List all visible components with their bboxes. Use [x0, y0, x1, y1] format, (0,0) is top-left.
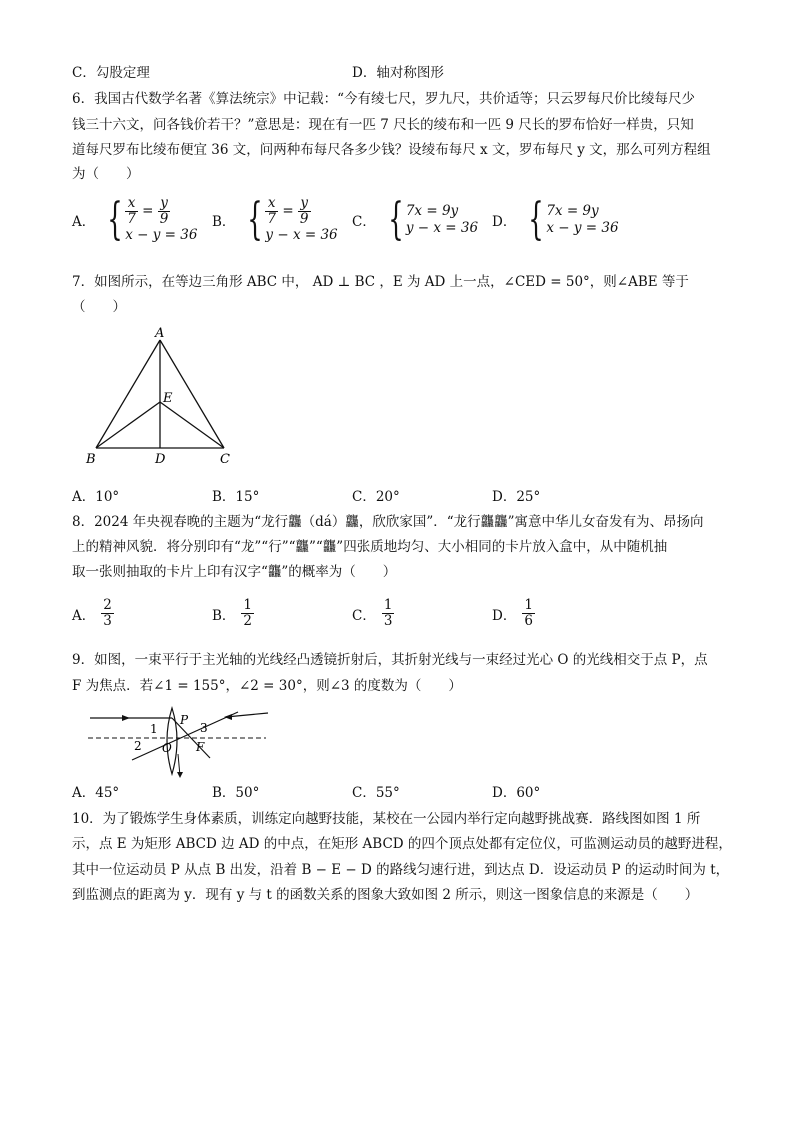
label-o: O — [162, 741, 172, 755]
segment-ce — [160, 402, 224, 448]
q8-option-d: D． $\frac{1}{6}$ — [492, 597, 533, 629]
q6-line-4: 为（ ） — [72, 166, 140, 182]
q9-line-2: F 为焦点．若∠1 = 155°，∠2 = 30°，则∠3 的度数为（ ） — [72, 678, 462, 694]
q8-line-1: 8．2024 年央视春晚的主题为“龙行龘（dá）龘，欣欣家国”．“龙行龘龘”寓意中华儿女奋发有为、昂扬向 — [72, 514, 704, 530]
segment-be — [96, 402, 160, 448]
q5-option-d: D．轴对称图形 — [352, 65, 444, 81]
angle-3-label: 3 — [200, 721, 208, 735]
q7-triangle-figure — [80, 322, 240, 472]
q8-option-b: B． $\frac{1}{2}$ — [212, 597, 253, 629]
brace-icon: { — [247, 194, 264, 245]
label-c: C — [220, 452, 230, 467]
q9-option-a: A．45° — [72, 785, 120, 801]
label-e: E — [163, 391, 173, 406]
label-b: B — [86, 452, 96, 467]
q7-line-2: （ ） — [72, 299, 126, 315]
brace-icon: { — [388, 194, 404, 245]
q6-option-a: A． { $\frac{x}{7}$ = $\frac{y}{9}$ x − y = 36 — [72, 194, 198, 245]
q8-option-c: C． $\frac{1}{3}$ — [352, 597, 393, 629]
label-d: D — [155, 452, 166, 467]
q6-option-a-label: A． — [72, 214, 96, 230]
label-a: A — [155, 326, 165, 341]
q6-option-b-label: B． — [212, 214, 236, 230]
q6-option-c-label: C． — [352, 214, 376, 230]
label-p: P — [180, 713, 189, 727]
angle-2-label: 2 — [134, 739, 142, 753]
q6-line-1: 6．我国古代数学名著《算法统宗》中记载：“今有绫七尺，罗九尺，共价适等；只云罗每尺价比绫每尺少 — [72, 91, 695, 107]
q9-option-b: B．50° — [212, 785, 260, 801]
q6-option-d-label: D． — [492, 214, 517, 230]
brace-icon: { — [528, 194, 545, 245]
arrow-icon — [177, 772, 183, 778]
q6-line-3: 道每尺罗布比绫布便宜 36 文，问两种布每尺各多少钱？设绫布每尺 x 文，罗布每尺 y 文，那么可列方程组 — [72, 142, 711, 158]
q9-option-c: C．55° — [352, 785, 400, 801]
arrow-icon — [122, 715, 130, 721]
q7-option-b: B．15° — [212, 489, 260, 505]
q6-option-b: B． { $\frac{x}{7}$ = $\frac{y}{9}$ y − x = 36 — [212, 194, 338, 245]
q6-option-c: C． { 7x = 9y y − x = 36 — [352, 194, 479, 245]
q8-line-3: 取一张则抽取的卡片上印有汉字“龘”的概率为（ ） — [72, 564, 397, 580]
q6-line-2: 钱三十六文，问各钱价若干？”意思是：现在有一匹 7 尺长的绫布和一匹 9 尺长的罗布恰好一样贵，只知 — [72, 117, 694, 133]
brace-icon: { — [107, 194, 123, 245]
q9-lens-figure — [86, 702, 276, 782]
q8-option-a: A． $\frac{2}{3}$ — [72, 597, 112, 629]
angle-1-label: 1 — [150, 722, 158, 736]
q8-line-2: 上的精神风貌．将分别印有“龙”“行”“龘”“龘”四张质地均匀、大小相同的卡片放入盒中，从中随机抽 — [72, 539, 668, 555]
q10-line-4: 到监测点的距离为 y．现有 y 与 t 的函数关系的图象大致如图 2 所示，则这一图象信息的来源是（ ） — [72, 887, 699, 903]
q7-option-c: C．20° — [352, 489, 400, 505]
label-f: F — [196, 740, 205, 754]
side-ab — [96, 340, 160, 448]
arrow-icon — [224, 714, 232, 720]
q6-option-d: D． { 7x = 9y x − y = 36 — [492, 194, 619, 245]
q10-line-3: 其中一位运动员 P 从点 B 出发，沿着 B − E − D 的路线匀速行进，到达点 D．设运动员 P 的运动时间为 t， — [72, 862, 730, 878]
q9-option-d: D．60° — [492, 785, 541, 801]
q10-line-1: 10．为了锻炼学生身体素质，训练定向越野技能，某校在一公园内举行定向越野挑战赛．路线图如图 1 所 — [72, 811, 701, 827]
q7-line-1: 7．如图所示，在等边三角形 ABC 中， AD ⊥ BC ，E 为 AD 上一点，∠CED = 50°，则∠ABE 等于 — [72, 274, 689, 290]
q9-line-1: 9．如图，一束平行于主光轴的光线经凸透镜折射后，其折射光线与一束经过光心 O 的光线相交于点 P，点 — [72, 652, 708, 668]
q7-option-a: A．10° — [72, 489, 120, 505]
q10-line-2: 示，点 E 为矩形 ABCD 边 AD 的中点，在矩形 ABCD 的四个顶点处都有定位仪，可监测运动员的越野进程， — [72, 836, 732, 852]
q7-option-d: D．25° — [492, 489, 541, 505]
q5-option-c: C．勾股定理 — [72, 65, 150, 81]
